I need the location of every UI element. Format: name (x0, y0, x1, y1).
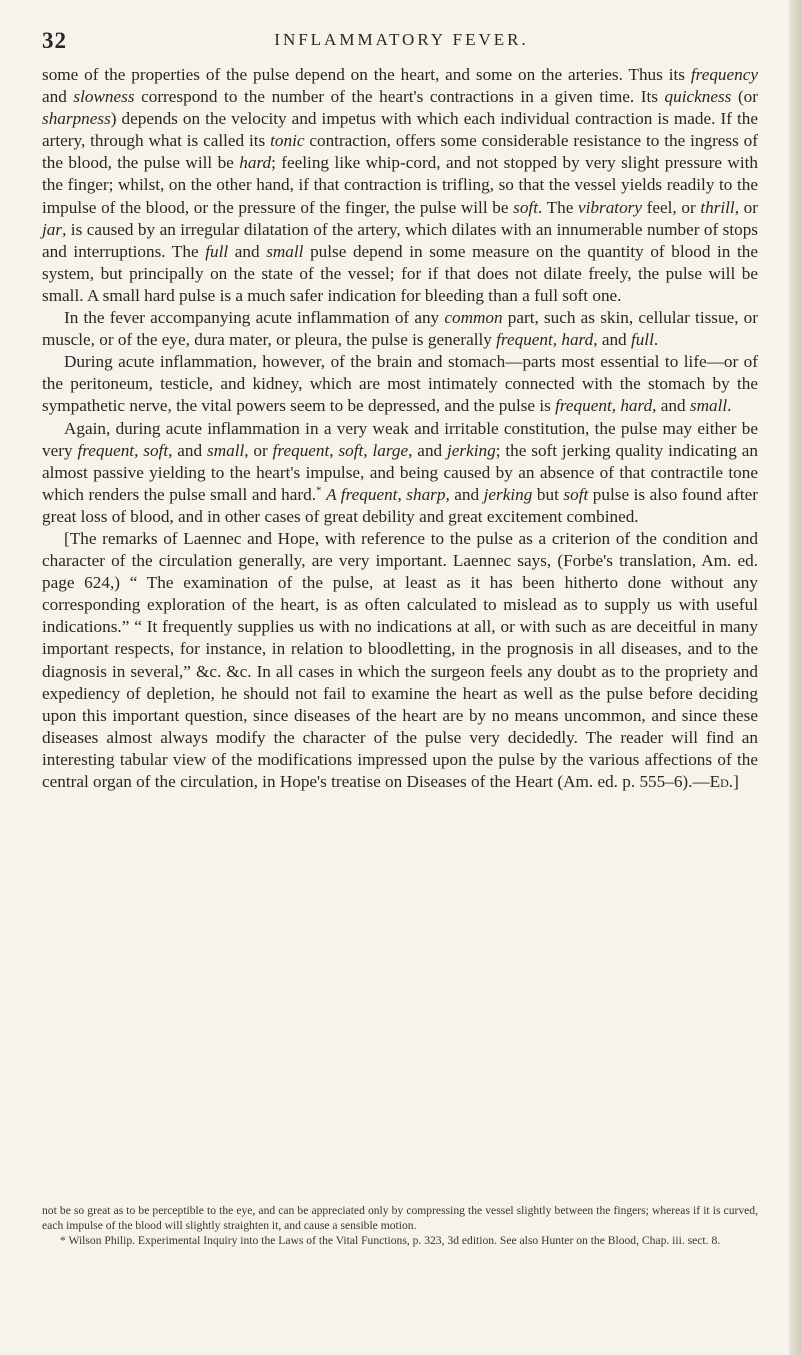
paragraph-editor-note: [The remarks of Laennec and Hope, with reference to the pulse as a criterion of the condition and character of the circulation generally, are very important. Laennec says, (Forbe's translation, Am. ed. page 624,) “ The examination of the pulse, at least as it has been hitherto done without any corresponding exploration of the heart, is as often calculated to mislead as to supply us with useful indications.” “ It frequently supplies us with no indications at all, or with such as are deceitful in many important respects, for instance, in relation to bloodletting, in the prognosis in all diseases, and to the diagnosis in several,” &c. &c. In all cases in which the surgeon feels any doubt as to the propriety and expediency of depletion, he should not fail to examine the heart as well as the pulse before deciding upon this important question, since diseases of the heart are by no means uncommon, and since these diseases almost always modify the character of the pulse very decidedly. The reader will find an interesting tabular view of the modifications impressed upon the pulse by the various affections of the central organ of the circulation, in Hope's treatise on Diseases of the Heart (Am. ed. p. 555–6).—Ed.] (42, 528, 758, 791)
footnote-wilson-philip: * Wilson Philip. Experimental Inquiry into the Laws of the Vital Functions, p. 323, 3d edition. See also Hunter on the Blood, Chap. iii. sect. 8. (60, 1234, 721, 1248)
footnote-marker: * (316, 484, 322, 497)
paragraph-pulse-properties: some of the properties of the pulse depend on the heart, and some on the arteries. Thus its frequency and slowness correspond to the number of the heart's contractions in a given time. Its quickness (or sharpness) depends on the velocity and impetus with which each individual contraction is made. If the artery, through what is called its tonic contraction, offers some considerable resistance to the ingress of the blood, the pulse will be hard; feeling like whip-cord, and not stopped by very slight pressure with the finger; whilst, on the other hand, if that contraction is trifling, so that the vessel yields readily to the impulse of the blood, or the pressure of the finger, the pulse will be soft. The vibratory feel, or thrill, or jar, is caused by an irregular dilatation of the artery, which dilates with an innumerable number of stops and interruptions. The full and small pulse depend in some measure on the quantity of blood in the system, but principally on the state of the vessel; for if that does not dilate freely, the pulse will be small. A small hard pulse is a much safer indication for bleeding than a full soft one. (42, 65, 759, 305)
page-header (42, 26, 761, 56)
footnote-continued: not be so great as to be perceptible to the eye, and can be appreciated only by compressing the vessel slightly between the fingers; whereas if it is curved, each impulse of the blood will slightly straighten it, and cause a sensible motion. (42, 1204, 758, 1233)
body-text (42, 64, 758, 793)
paragraph-common-inflammation: In the fever accompanying acute inflammation of any common part, such as skin, cellular tissue, or muscle, or of the eye, dura mater, or pleura, the pulse is generally frequent, hard, and full. (42, 308, 758, 350)
page-number: 32 (42, 28, 67, 53)
paragraph-brain-stomach: During acute inflammation, however, of the brain and stomach—parts most essential to life—or of the peritoneum, testicle, and kidney, which are most intimately connected with the stomach by the sympathetic nerve, the vital powers seem to be depressed, and the pulse is frequent, hard, and small. (42, 352, 758, 416)
running-head: INFLAMMATORY FEVER. (274, 30, 529, 49)
page-edge-shadow (789, 0, 801, 1355)
editor-signature: Ed. (709, 772, 734, 791)
paragraph-weak-constitution: Again, during acute inflammation in a very weak and irritable constitution, the pulse may either be very frequent, soft, and small, or frequent, soft, large, and jerking; the soft jerking quality indicating an almost passive yielding to the heart's impulse, and being caused by an absence of that contractile tone which renders the pulse small and hard.* A frequent, sharp, and jerking but soft pulse is also found after great loss of blood, and in other cases of great debility and great excitement combined. (42, 418, 758, 526)
footnotes (42, 1203, 758, 1249)
